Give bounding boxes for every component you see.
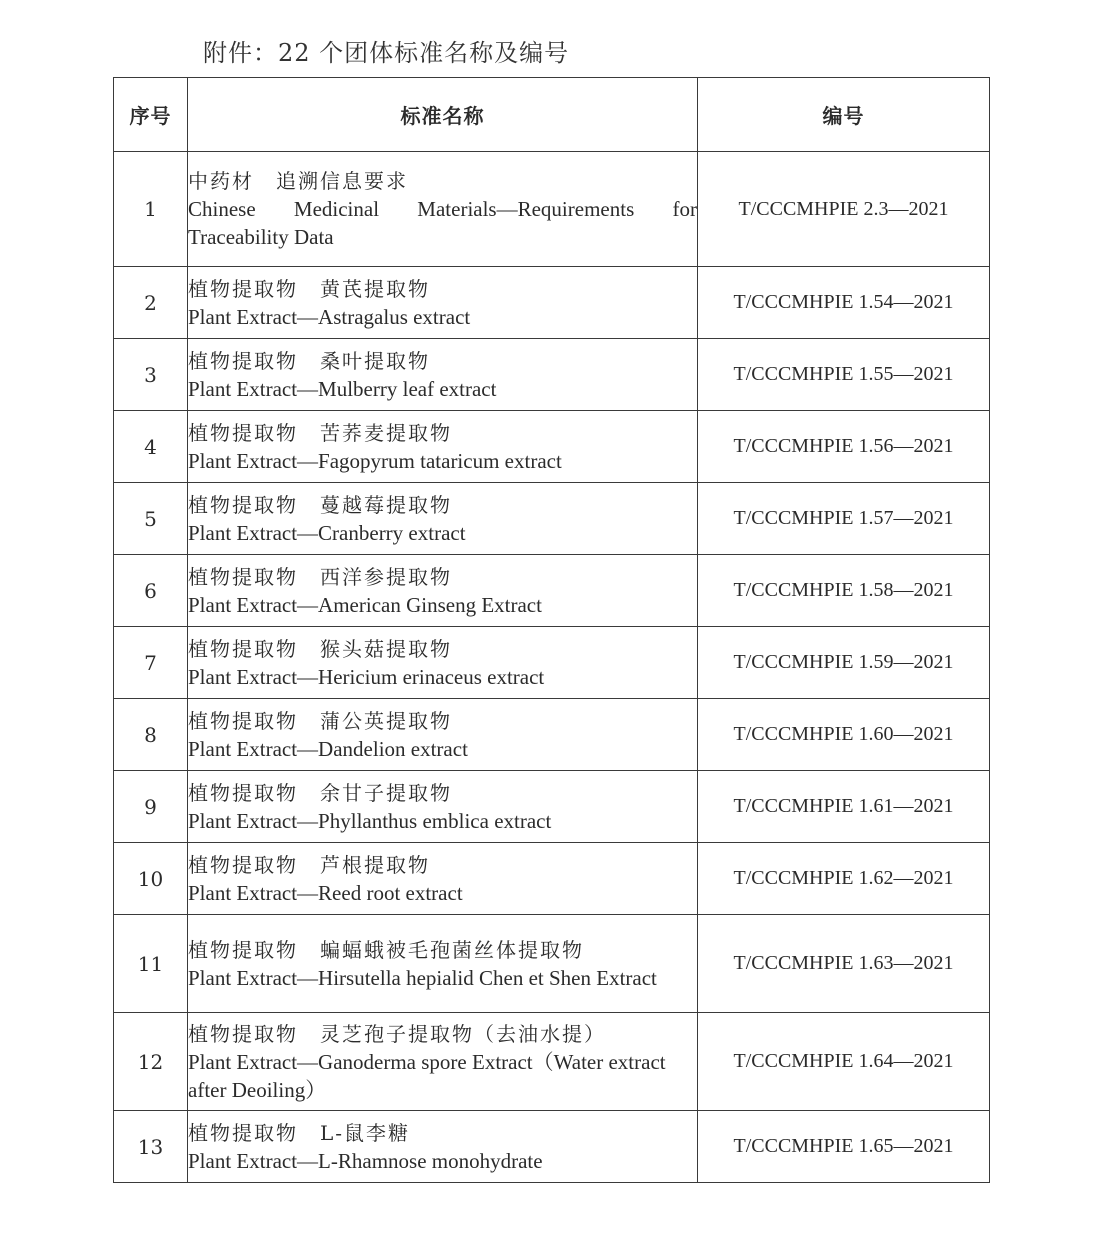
standard-name-en: Plant Extract—Reed root extract xyxy=(188,880,463,905)
standard-name-cell xyxy=(188,267,698,339)
table-row xyxy=(114,555,990,627)
row-number: 6 xyxy=(114,555,188,627)
standard-code: T/CCCMHPIE 1.65—2021 xyxy=(698,1111,990,1183)
standard-name-zh: 植物提取物 L-鼠李糖 xyxy=(188,1120,411,1145)
standard-name-cell xyxy=(188,411,698,483)
standard-name-en: Plant Extract—Ganoderma spore Extract（Water extract after Deoiling） xyxy=(188,1049,666,1102)
standard-name-en: Plant Extract—Hirsutella hepialid Chen et Shen Extract xyxy=(188,965,657,990)
table-row xyxy=(114,915,990,1013)
row-number: 9 xyxy=(114,771,188,843)
table-row xyxy=(114,627,990,699)
row-number: 13 xyxy=(114,1111,188,1183)
page-heading: 附件：22 个团体标准名称及编号 xyxy=(203,39,570,67)
header-number: 序号 xyxy=(114,78,188,152)
table-row xyxy=(114,771,990,843)
standard-name-en: Plant Extract—Astragalus extract xyxy=(188,304,471,329)
standard-name-en: Plant Extract—Phyllanthus emblica extract xyxy=(188,808,552,833)
standard-name-zh: 植物提取物 余甘子提取物 xyxy=(188,780,452,805)
row-number: 1 xyxy=(114,152,188,267)
standard-code: T/CCCMHPIE 1.62—2021 xyxy=(698,843,990,915)
standard-code: T/CCCMHPIE 1.57—2021 xyxy=(698,483,990,555)
standard-name-en: Plant Extract—Mulberry leaf extract xyxy=(188,376,497,401)
standard-code: T/CCCMHPIE 1.58—2021 xyxy=(698,555,990,627)
table-row xyxy=(114,267,990,339)
standard-code: T/CCCMHPIE 1.64—2021 xyxy=(698,1013,990,1111)
standard-name-zh: 植物提取物 黄芪提取物 xyxy=(188,276,430,301)
standard-name-en: Plant Extract—L-Rhamnose monohydrate xyxy=(188,1148,543,1173)
standard-code: T/CCCMHPIE 1.55—2021 xyxy=(698,339,990,411)
standard-code: T/CCCMHPIE 2.3—2021 xyxy=(698,152,990,267)
row-number: 4 xyxy=(114,411,188,483)
row-number: 7 xyxy=(114,627,188,699)
row-number: 10 xyxy=(114,843,188,915)
standard-name-cell xyxy=(188,627,698,699)
standard-name-cell xyxy=(188,771,698,843)
table-row xyxy=(114,843,990,915)
standards-table xyxy=(113,77,990,1183)
standard-name-zh: 植物提取物 灵芝孢子提取物（去油水提） xyxy=(188,1021,606,1046)
standard-name-en: Plant Extract—Dandelion extract xyxy=(188,736,468,761)
standard-code: T/CCCMHPIE 1.56—2021 xyxy=(698,411,990,483)
standard-name-cell xyxy=(188,1111,698,1183)
standard-name-zh: 植物提取物 蔓越莓提取物 xyxy=(188,492,452,517)
standard-name-cell xyxy=(188,555,698,627)
standard-code: T/CCCMHPIE 1.60—2021 xyxy=(698,699,990,771)
standard-name-cell xyxy=(188,152,698,267)
header-name: 标准名称 xyxy=(188,78,698,152)
standard-name-cell xyxy=(188,339,698,411)
table-row xyxy=(114,483,990,555)
standard-name-en: Plant Extract—Fagopyrum tataricum extract xyxy=(188,448,562,473)
standard-name-zh: 植物提取物 猴头菇提取物 xyxy=(188,636,452,661)
standard-name-zh: 植物提取物 蝙蝠蛾被毛孢菌丝体提取物 xyxy=(188,937,584,962)
row-number: 11 xyxy=(114,915,188,1013)
standard-name-zh: 植物提取物 桑叶提取物 xyxy=(188,348,430,373)
standard-name-cell xyxy=(188,483,698,555)
row-number: 2 xyxy=(114,267,188,339)
standard-name-zh: 中药材 追溯信息要求 xyxy=(188,169,408,193)
standard-name-zh: 植物提取物 西洋参提取物 xyxy=(188,564,452,589)
standard-code: T/CCCMHPIE 1.63—2021 xyxy=(698,915,990,1013)
standard-name-cell xyxy=(188,915,698,1013)
row-number: 12 xyxy=(114,1013,188,1111)
standard-name-en: Plant Extract—American Ginseng Extract xyxy=(188,592,542,617)
standard-name-en: Chinese Medicinal Materials—Requirements for Traceability Data xyxy=(188,197,697,249)
row-number: 3 xyxy=(114,339,188,411)
table-row xyxy=(114,1111,990,1183)
standard-name-zh: 植物提取物 芦根提取物 xyxy=(188,852,430,877)
standard-name-zh: 植物提取物 蒲公英提取物 xyxy=(188,708,452,733)
standard-name-cell xyxy=(188,1013,698,1111)
header-code: 编号 xyxy=(698,78,990,152)
standard-name-zh: 植物提取物 苦荞麦提取物 xyxy=(188,420,452,445)
standard-name-en: Plant Extract—Hericium erinaceus extract xyxy=(188,664,545,689)
standard-code: T/CCCMHPIE 1.61—2021 xyxy=(698,771,990,843)
table-row xyxy=(114,1013,990,1111)
standard-name-cell xyxy=(188,843,698,915)
table-row xyxy=(114,339,990,411)
row-number: 5 xyxy=(114,483,188,555)
table-row xyxy=(114,152,990,267)
standard-code: T/CCCMHPIE 1.54—2021 xyxy=(698,267,990,339)
table-row xyxy=(114,699,990,771)
table-header-row xyxy=(114,78,990,152)
table-row xyxy=(114,411,990,483)
row-number: 8 xyxy=(114,699,188,771)
standard-name-en: Plant Extract—Cranberry extract xyxy=(188,520,466,545)
standard-code: T/CCCMHPIE 1.59—2021 xyxy=(698,627,990,699)
standard-name-cell xyxy=(188,699,698,771)
